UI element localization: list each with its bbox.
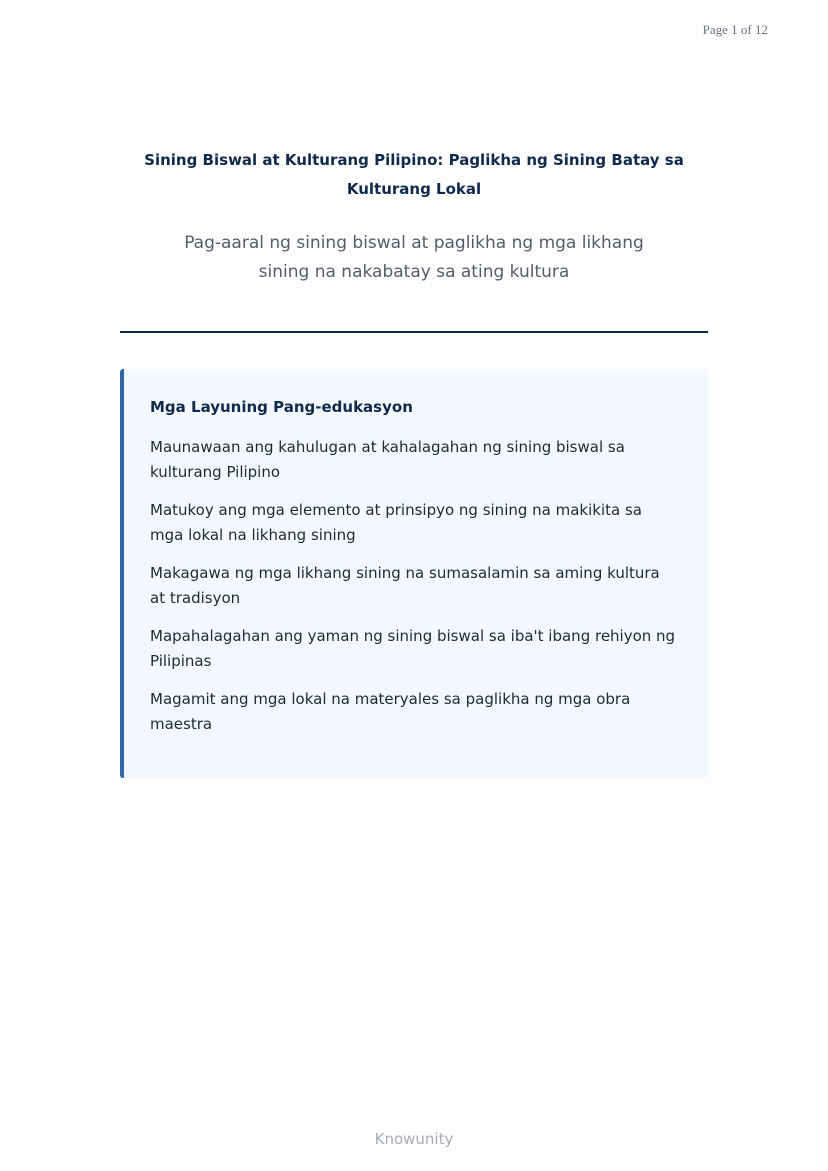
document-subtitle: Pag-aaral ng sining biswal at paglikha ng mga likhang sining na nakabatay sa ating kultura bbox=[184, 233, 644, 282]
learning-objectives-box bbox=[120, 369, 708, 778]
document-title: Sining Biswal at Kulturang Pilipino: Paglikha ng Sining Batay sa Kulturang Lokal bbox=[144, 151, 684, 198]
objectives-list bbox=[150, 435, 678, 737]
objective-item: Magamit ang mga lokal na materyales sa paglikha ng mga obra maestra bbox=[150, 690, 631, 733]
objective-item: Mapahalagahan ang yaman ng sining biswal sa iba't ibang rehiyon ng Pilipinas bbox=[150, 627, 676, 670]
title-divider bbox=[120, 331, 708, 333]
objectives-heading: Mga Layuning Pang-edukasyon bbox=[150, 398, 413, 416]
objective-item: Matukoy ang mga elemento at prinsipyo ng sining na makikita sa mga lokal na likhang sining bbox=[150, 501, 642, 544]
objective-item: Makagawa ng mga likhang sining na sumasalamin sa aming kultura at tradisyon bbox=[150, 564, 660, 607]
objective-item: Maunawaan ang kahulugan at kahalagahan ng sining biswal sa kulturang Pilipino bbox=[150, 438, 625, 481]
page-number: Page 1 of 12 bbox=[702, 22, 768, 37]
footer-brand: Knowunity bbox=[374, 1130, 454, 1148]
